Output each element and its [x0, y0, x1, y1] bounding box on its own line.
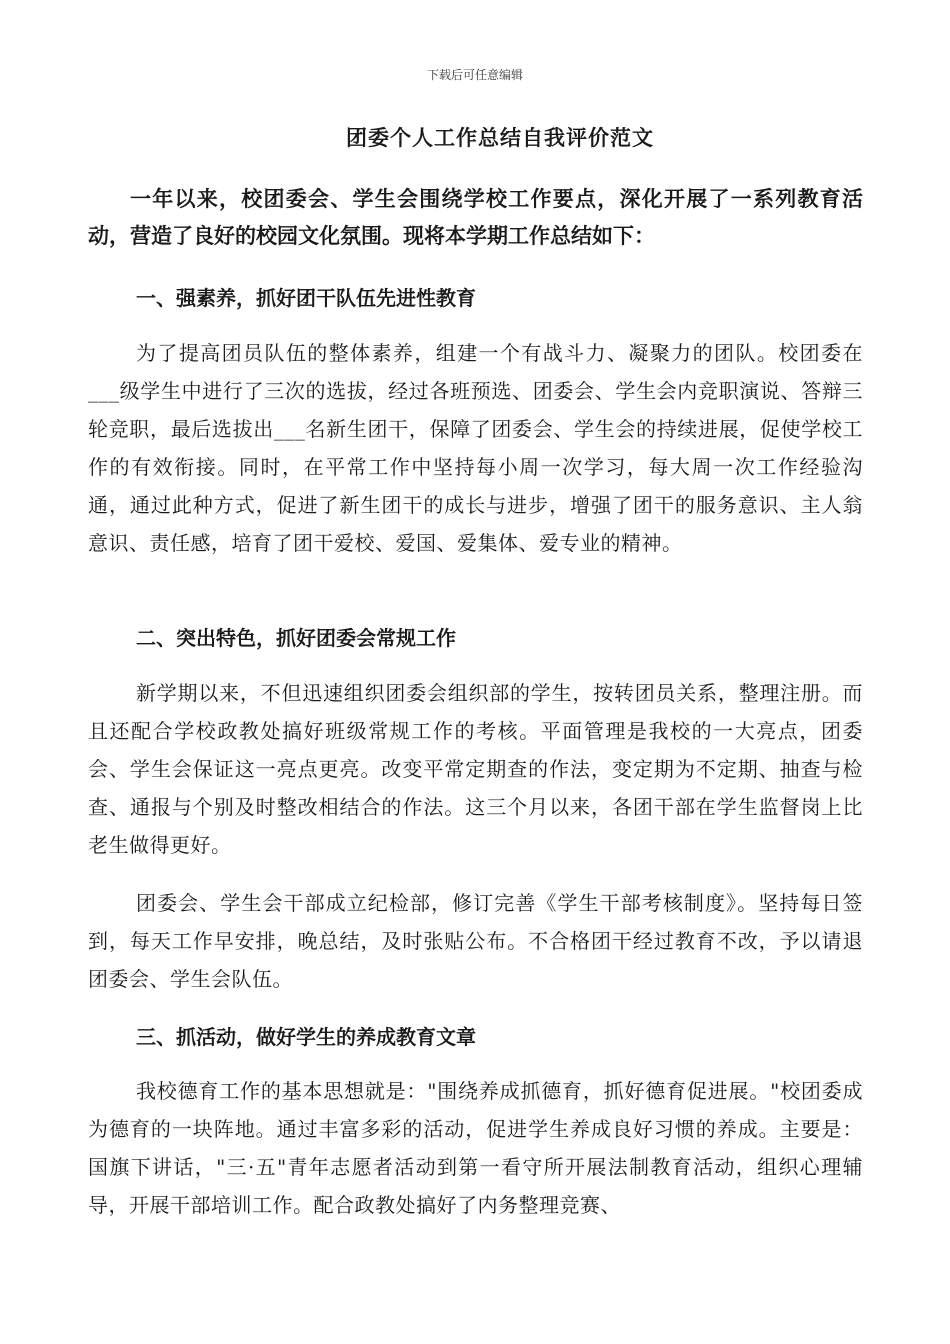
- section-2-paragraph-1: 新学期以来，不但迅速组织团委会组织部的学生，按转团员关系，整理注册。而且还配合学校政教处搞好班级常规工作的考核。平面管理是我校的一大亮点，团委会、学生会保证这一亮点更亮。改变平常定期查的作法，变定期为不定期、抽查与检查、通报与个别及时整改相结合的作法。这三个月以来，各团干部在学生监督岗上比老生做得更好。: [88, 681, 863, 857]
- section-2-heading: 二、突出特色，抓好团委会常规工作: [136, 626, 456, 650]
- section-3-paragraph-1: 我校德育工作的基本思想就是："围绕养成抓德育，抓好德育促进展。"校团委成为德育的一块阵地。通过丰富多彩的活动，促进学生养成良好习惯的养成。主要是：国旗下讲话，"三·五"青年志愿者活动到第一看守所开展法制教育活动，组织心理辅导，开展干部培训工作。配合政教处搞好了内务整理竞赛、: [88, 1079, 863, 1217]
- page-title: 团委个人工作总结自我评价范文: [346, 125, 654, 150]
- section-1-paragraph-1: 为了提高团员队伍的整体素养，组建一个有战斗力、凝聚力的团队。校团委在___级学生中进行了三次的选拔，经过各班预选、团委会、学生会内竞职演说、答辩三轮竞职，最后选拔出___名新生团干，保障了团委会、学生会的持续进展，促使学校工作的有效衔接。同时，在平常工作中坚持每小周一次学习，每大周一次工作经验沟通，通过此种方式，促进了新生团干的成长与进步，增强了团干的服务意识、主人翁意识、责任感，培育了团干爱校、爱国、爱集体、爱专业的精神。: [88, 341, 863, 555]
- section-2-paragraph-2: 团委会、学生会干部成立纪检部，修订完善《学生干部考核制度》。坚持每日签到，每天工作早安排，晚总结，及时张贴公布。不合格团干经过教育不改，予以请退团委会、学生会队伍。: [88, 891, 863, 991]
- section-3-heading: 三、抓活动，做好学生的养成教育文章: [136, 1025, 476, 1049]
- intro-paragraph: 一年以来，校团委会、学生会围绕学校工作要点，深化开展了一系列教育活动，营造了良好的校园文化氛围。现将本学期工作总结如下：: [88, 186, 863, 248]
- section-1-heading: 一、强素养，抓好团干队伍先进性教育: [136, 286, 476, 310]
- header-note: 下载后可任意编辑: [426, 68, 523, 82]
